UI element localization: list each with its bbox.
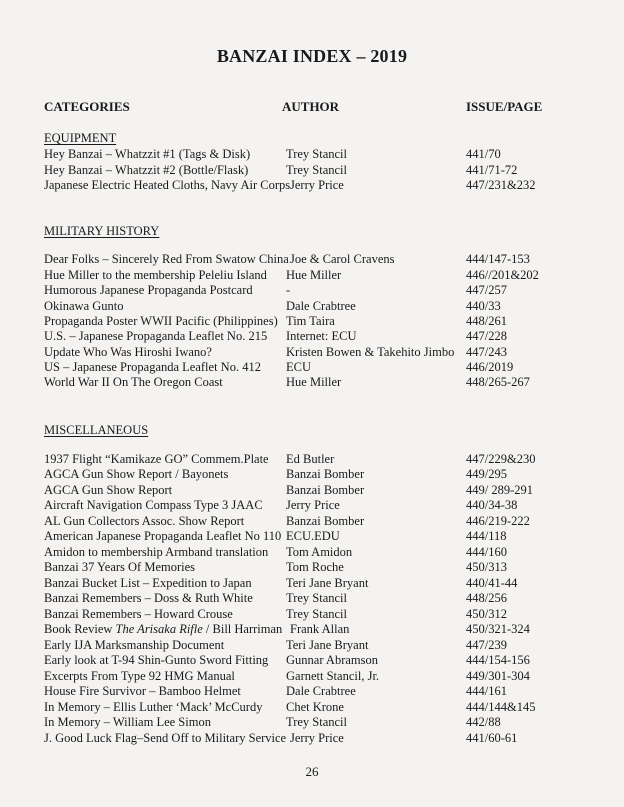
entry-title: US – Japanese Propaganda Leaflet No. 412 [44, 360, 261, 374]
entry-author: Teri Jane Bryant [286, 638, 369, 652]
entry-issue: 447/229&230 [466, 452, 536, 466]
entry-issue: 444/160 [466, 545, 507, 559]
entry-issue: 449/ 289-291 [466, 483, 534, 497]
section-heading-military-history: MILITARY HISTORY [44, 224, 160, 238]
entry-author: Trey Stancil [286, 163, 347, 177]
entry-author: Trey Stancil [286, 715, 347, 729]
entry-author: Banzai Bomber [286, 467, 365, 481]
entry-issue: 447/231&232 [466, 178, 536, 192]
section-heading-equipment: EQUIPMENT [44, 131, 117, 145]
entry-author: Teri Jane Bryant [286, 576, 369, 590]
entry-issue: 448/261 [466, 314, 507, 328]
table-row [0, 652, 624, 668]
table-row [0, 344, 624, 360]
table-row [0, 451, 624, 467]
entry-title: Book Review The Arisaka Rifle / Bill Harriman [44, 622, 283, 636]
table-row [0, 559, 624, 575]
entry-author: Frank Allan [290, 622, 350, 636]
entry-title: Hue Miller to the membership Peleliu Island [44, 268, 267, 282]
entry-author: Banzai Bomber [286, 483, 365, 497]
header-author: AUTHOR [282, 99, 340, 114]
book-title-italic: The Arisaka Rifle [115, 622, 203, 636]
table-row [0, 374, 624, 390]
entry-title: Banzai Bucket List – Expedition to Japan [44, 576, 252, 590]
entry-issue: 447/243 [466, 345, 507, 359]
entry-author: Kristen Bowen & Takehito Jimbo [286, 345, 455, 359]
entry-issue: 446/2019 [466, 360, 514, 374]
table-row [0, 177, 624, 193]
entry-issue: 447/239 [466, 638, 507, 652]
entry-author: Trey Stancil [286, 591, 347, 605]
entry-title: Banzai Remembers – Howard Crouse [44, 607, 233, 621]
entry-issue: 449/295 [466, 467, 507, 481]
entry-author: Gunnar Abramson [286, 653, 378, 667]
entry-title: AGCA Gun Show Report [44, 483, 173, 497]
table-row [0, 730, 624, 746]
table-row [0, 251, 624, 267]
entry-author: Banzai Bomber [286, 514, 365, 528]
entry-title: Excerpts From Type 92 HMG Manual [44, 669, 235, 683]
entry-title: AGCA Gun Show Report / Bayonets [44, 467, 229, 481]
entry-issue: 446/219-222 [466, 514, 530, 528]
table-row [0, 313, 624, 329]
entry-issue: 440/34-38 [466, 498, 518, 512]
entry-title: Propaganda Poster WWII Pacific (Philippines) [44, 314, 278, 328]
entry-issue: 447/257 [466, 283, 507, 297]
entry-title: AL Gun Collectors Assoc. Show Report [44, 514, 245, 528]
page-number: 26 [305, 764, 319, 779]
entry-author: Hue Miller [286, 268, 342, 282]
entry-issue: 442/88 [466, 715, 501, 729]
entry-issue: 450/313 [466, 560, 507, 574]
entry-author: Garnett Stancil, Jr. [286, 669, 380, 683]
entry-author: Dale Crabtree [286, 684, 356, 698]
entry-title: American Japanese Propaganda Leaflet No 110 [44, 529, 282, 543]
entry-author: Dale Crabtree [286, 299, 356, 313]
entry-title: 1937 Flight “Kamikaze GO” Commem.Plate [44, 452, 269, 466]
entry-author: ECU.EDU [286, 529, 340, 543]
entry-title: Update Who Was Hiroshi Iwano? [44, 345, 212, 359]
entry-author: Chet Krone [286, 700, 344, 714]
entry-author: Jerry Price [290, 178, 344, 192]
entry-issue: 441/71-72 [466, 163, 518, 177]
page-title: BANZAI INDEX – 2019 [216, 46, 408, 66]
entry-issue: 444/147-153 [466, 252, 530, 266]
table-row [0, 668, 624, 684]
table-row [0, 637, 624, 653]
entry-author: Joe & Carol Cravens [290, 252, 395, 266]
entry-issue: 450/321-324 [466, 622, 530, 636]
entry-title: Humorous Japanese Propaganda Postcard [44, 283, 253, 297]
section-heading-miscellaneous: MISCELLANEOUS [44, 423, 149, 437]
table-row [0, 606, 624, 622]
entry-issue: 440/41-44 [466, 576, 518, 590]
table-row [0, 683, 624, 699]
entry-title: In Memory – William Lee Simon [44, 715, 211, 729]
entry-title: House Fire Survivor – Bamboo Helmet [44, 684, 241, 698]
entry-issue: 441/60-61 [466, 731, 518, 745]
entry-author: Internet: ECU [286, 329, 357, 343]
entry-title: Early look at T-94 Shin-Gunto Sword Fitting [44, 653, 269, 667]
entry-author: Jerry Price [286, 498, 340, 512]
table-row [0, 544, 624, 560]
entry-title: Hey Banzai – Whatzzit #2 (Bottle/Flask) [44, 163, 249, 177]
entry-issue: 444/144&145 [466, 700, 536, 714]
entry-issue: 444/161 [466, 684, 507, 698]
table-row [0, 146, 624, 162]
entry-title: World War II On The Oregon Coast [44, 375, 223, 389]
entry-author: Tom Amidon [286, 545, 353, 559]
table-row [0, 621, 624, 637]
entry-author: Tim Taira [286, 314, 335, 328]
entry-title: Okinawa Gunto [44, 299, 124, 313]
entry-title: J. Good Luck Flag–Send Off to Military Service [44, 731, 287, 745]
entry-title: Banzai 37 Years Of Memories [44, 560, 196, 574]
entry-title: Dear Folks – Sincerely Red From Swatow China [44, 252, 289, 266]
entry-issue: 447/228 [466, 329, 507, 343]
table-row [0, 359, 624, 375]
entry-author: - [286, 283, 291, 297]
table-row [0, 714, 624, 730]
table-row [0, 466, 624, 482]
table-row [0, 528, 624, 544]
entry-title: Banzai Remembers – Doss & Ruth White [44, 591, 253, 605]
entry-issue: 448/256 [466, 591, 507, 605]
entry-title: Japanese Electric Heated Cloths, Navy Air Corps [44, 178, 291, 192]
header-issue-page: ISSUE/PAGE [466, 99, 543, 114]
entry-issue: 446//201&202 [466, 268, 539, 282]
entry-author: Ed Butler [286, 452, 335, 466]
table-row [0, 328, 624, 344]
entry-author: Trey Stancil [286, 147, 347, 161]
entry-issue: 448/265-267 [466, 375, 530, 389]
entry-issue: 444/118 [466, 529, 507, 543]
entry-title: Aircraft Navigation Compass Type 3 JAAC [44, 498, 263, 512]
table-row [0, 590, 624, 606]
entry-issue: 449/301-304 [466, 669, 530, 683]
entry-issue: 444/154-156 [466, 653, 530, 667]
table-row [0, 162, 624, 178]
entry-author: ECU [286, 360, 311, 374]
entry-issue: 450/312 [466, 607, 507, 621]
header-categories: CATEGORIES [44, 99, 130, 114]
entry-title: Early IJA Marksmanship Document [44, 638, 225, 652]
table-row [0, 513, 624, 529]
table-row [0, 282, 624, 298]
entry-issue: 441/70 [466, 147, 501, 161]
entry-title: U.S. – Japanese Propaganda Leaflet No. 215 [44, 329, 268, 343]
entry-author: Hue Miller [286, 375, 342, 389]
table-row [0, 267, 624, 283]
table-row [0, 575, 624, 591]
table-row [0, 497, 624, 513]
table-row [0, 699, 624, 715]
entry-author: Jerry Price [290, 731, 344, 745]
table-row [0, 298, 624, 314]
entry-title: Amidon to membership Armband translation [44, 545, 269, 559]
entry-title: Hey Banzai – Whatzzit #1 (Tags & Disk) [44, 147, 251, 161]
table-row [0, 482, 624, 498]
entry-issue: 440/33 [466, 299, 501, 313]
entry-author: Trey Stancil [286, 607, 347, 621]
entry-author: Tom Roche [286, 560, 344, 574]
entry-title: In Memory – Ellis Luther ‘Mack’ McCurdy [44, 700, 263, 714]
